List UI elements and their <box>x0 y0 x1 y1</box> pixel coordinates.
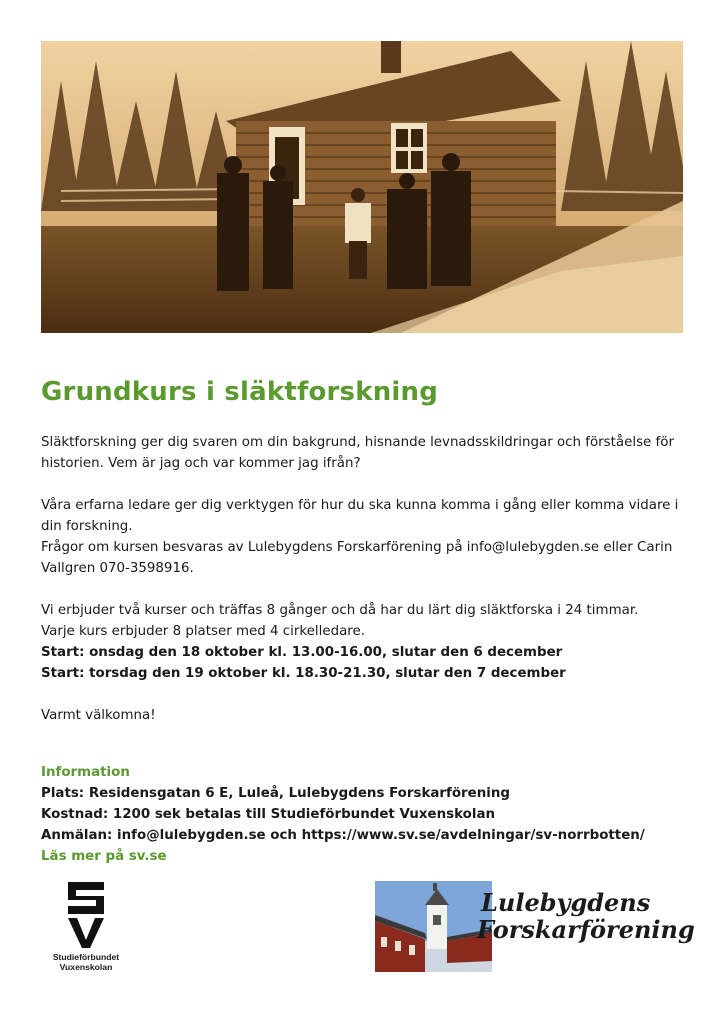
cost-line: Kostnad: 1200 sek betalas till Studieförbundet Vuxenskolan <box>41 807 496 822</box>
header-photo <box>41 41 683 333</box>
page-title: Grundkurs i släktforskning <box>41 377 439 407</box>
course-description <box>41 432 691 726</box>
sv-logo-name <box>40 952 132 972</box>
questions-paragraph: Frågor om kursen besvaras av Lulebygdens Forskarförening på info@lulebygden.se eller Carin Vallgren 070-3598916. <box>41 540 673 576</box>
church-town-image <box>375 881 492 972</box>
sv-logo-line-2: Vuxenskolan <box>59 962 113 972</box>
sepia-family-photo <box>41 41 683 333</box>
read-more-link[interactable]: Läs mer på sv.se <box>41 849 167 864</box>
leaders-paragraph: Våra erfarna ledare ger dig verktygen för hur du ska kunna komma i gång eller komma vidare i din forskning. <box>41 498 679 534</box>
information-section <box>41 762 701 867</box>
studieforbundet-logo <box>40 880 132 976</box>
lf-logo-line-2: Forskarförening <box>477 915 695 944</box>
lulebygdens-forskarforening-logo <box>375 881 695 973</box>
lf-logo-text <box>477 888 695 944</box>
welcome-line: Varmt välkomna! <box>41 708 156 723</box>
start-line-2: Start: torsdag den 19 oktober kl. 18.30-21.30, slutar den 7 december <box>41 666 566 681</box>
information-heading: Information <box>41 765 130 780</box>
offer-line: Vi erbjuder två kurser och träffas 8 gånger och då har du lärt dig släktforska i 24 timmar. <box>41 603 639 618</box>
place-line: Plats: Residensgatan 6 E, Luleå, Lulebygdens Forskarförening <box>41 786 510 801</box>
signup-line[interactable]: Anmälan: info@lulebygden.se och https://www.sv.se/avdelningar/sv-norrbotten/ <box>41 828 645 843</box>
sv-logo-line-1: Studieförbundet <box>52 952 120 962</box>
intro-paragraph: Släktforskning ger dig svaren om din bakgrund, hisnande levnadsskildringar och förståelse för historien. Vem är jag och var kommer jag ifrån? <box>41 435 674 471</box>
sv-logo-icon <box>64 880 108 950</box>
places-line: Varje kurs erbjuder 8 platser med 4 cirkelledare. <box>41 624 366 639</box>
lf-logo-line-1: Lulebygdens <box>481 888 651 917</box>
start-line-1: Start: onsdag den 18 oktober kl. 13.00-16.00, slutar den 6 december <box>41 645 563 660</box>
